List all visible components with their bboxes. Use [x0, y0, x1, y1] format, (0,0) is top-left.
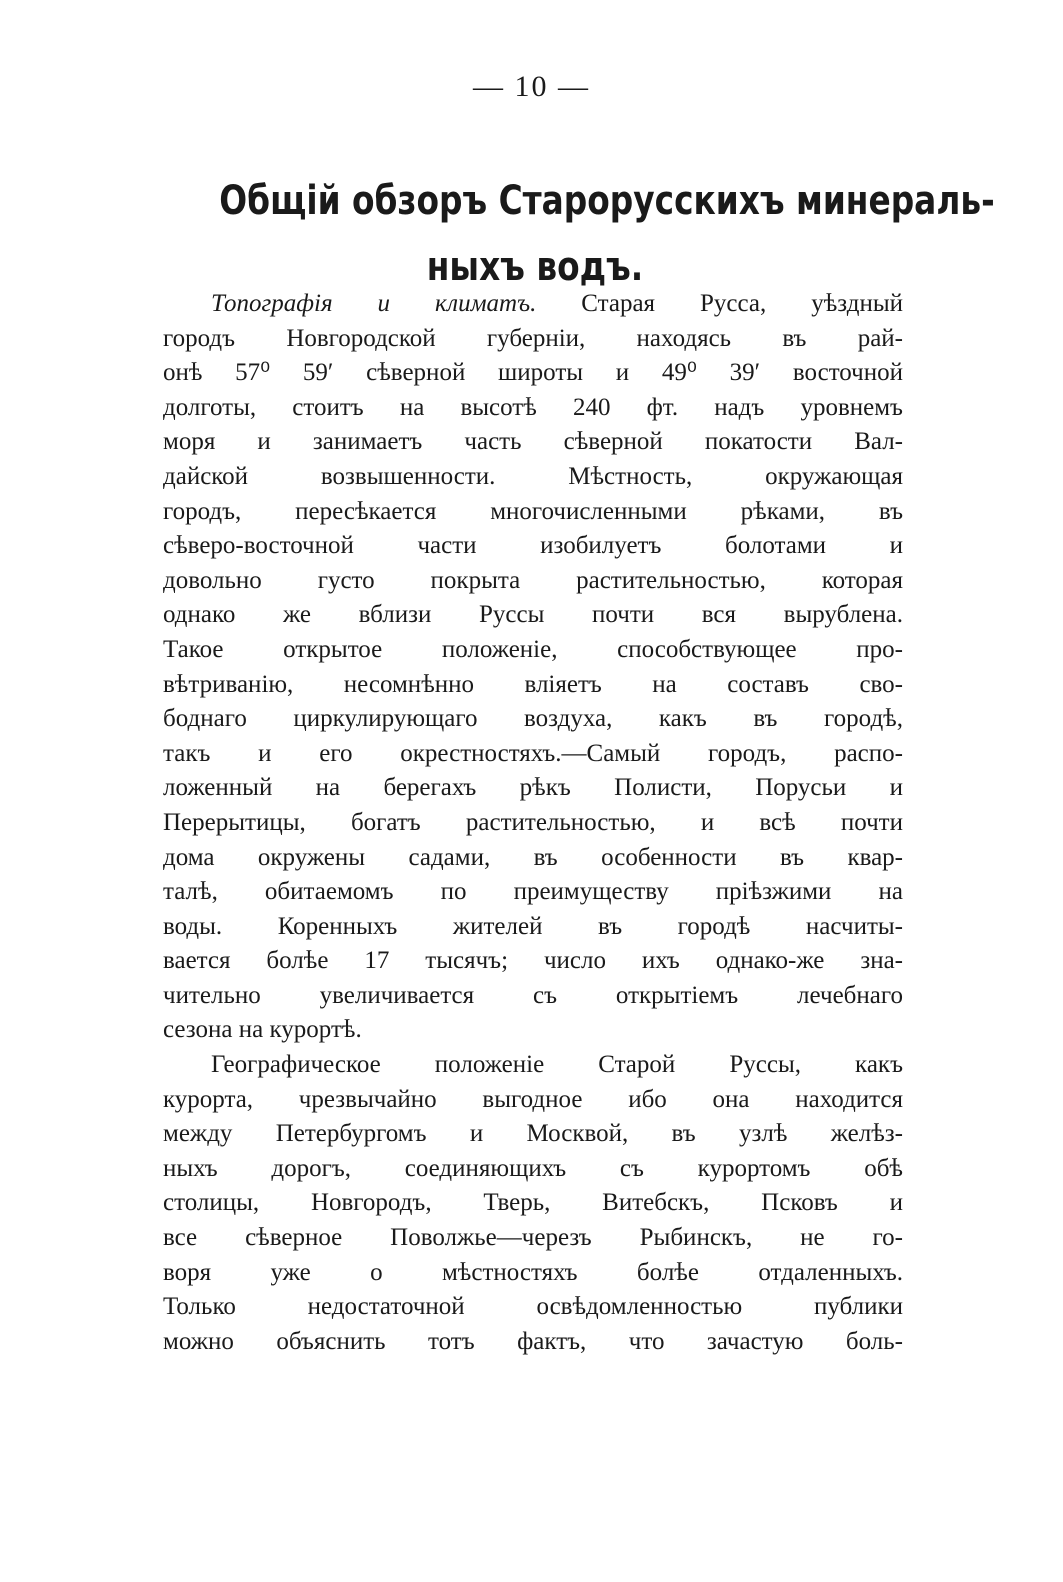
title-line: Общій обзоръ Старорусскихъ минераль-: [219, 178, 995, 224]
text-segment: Старая Русса, уѣздный: [536, 290, 903, 317]
chapter-title: [219, 168, 995, 300]
text-line: довольно густо покрыта растительностью, которая: [163, 566, 903, 594]
text-line: столицы, Новгородъ, Тверь, Витебскъ, Псковъ и: [163, 1189, 903, 1217]
page-number: — 10 —: [473, 70, 590, 103]
text-line: воря уже о мѣстностяхъ болѣе отдаленныхъ.: [163, 1258, 903, 1286]
title-line: ныхъ водъ.: [426, 244, 644, 290]
text-line: между Петербургомъ и Москвой, въ узлѣ желѣз-: [163, 1120, 903, 1148]
text-line: боднаго циркулирующаго воздуха, какъ въ городѣ,: [163, 705, 903, 733]
text-line: такъ и его окрестностяхъ.—Самый городъ, распо-: [163, 739, 903, 767]
section-lead-in: Топографія и климатъ.: [211, 290, 537, 317]
text-line: талѣ, обитаемомъ по преимуществу пріѣзжими на: [163, 878, 903, 906]
body-text: [163, 287, 903, 1359]
text-line: сезона на курортѣ.: [163, 1016, 362, 1044]
paragraph-geography: [163, 1048, 903, 1359]
text-line: городъ, пересѣкается многочисленными рѣками, въ: [163, 497, 903, 525]
text-line: городъ Новгородской губерніи, находясь въ рай-: [163, 324, 903, 352]
text-line: дома окружены садами, въ особенности въ квар-: [163, 843, 903, 871]
text-line: онѣ 57⁰ 59′ сѣверной широты и 49⁰ 39′ восточной: [163, 359, 903, 387]
text-line: однако же вблизи Руссы почти вся вырублена.: [163, 601, 903, 629]
text-line: курорта, чрезвычайно выгодное ибо она находится: [163, 1085, 903, 1113]
text-line: ложенный на берегахъ рѣкъ Полисти, Порусьи и: [163, 774, 903, 802]
text-line: вѣтриванію, несомнѣнно вліяетъ на составъ сво-: [163, 670, 903, 698]
text-line: все сѣверное Поволжье—черезъ Рыбинскъ, не го-: [163, 1224, 903, 1252]
text-line: Только недостаточной освѣдомленностью публики: [163, 1293, 903, 1321]
text-line: ныхъ дорогъ, соединяющихъ съ курортомъ обѣ: [163, 1154, 903, 1182]
text-line: воды. Коренныхъ жителей въ городѣ насчиты-: [163, 912, 903, 940]
text-line: дайской возвышенности. Мѣстность, окружающая: [163, 462, 903, 490]
text-line: долготы, стоитъ на высотѣ 240 фт. надъ уровнемъ: [163, 393, 903, 421]
text-line: можно объяснить тотъ фактъ, что зачастую боль-: [163, 1327, 903, 1355]
text-line: вается болѣе 17 тысячъ; число ихъ однако-же зна-: [163, 947, 903, 975]
text-line: чительно увеличивается съ открытіемъ лечебнаго: [163, 981, 903, 1009]
paragraph-first-line: [163, 287, 903, 322]
text-line: Географическое положеніе Старой Руссы, какъ: [211, 1051, 903, 1079]
text-line: Такое открытое положеніе, способствующее про-: [163, 635, 903, 663]
text-line: Перерытицы, богатъ растительностью, и всѣ почти: [163, 808, 903, 836]
text-line: моря и занимаетъ часть сѣверной покатости Вал-: [163, 428, 903, 456]
text-line: сѣверо-восточной части изобилуетъ болотами и: [163, 532, 903, 560]
paragraph-topography: [163, 287, 903, 1048]
